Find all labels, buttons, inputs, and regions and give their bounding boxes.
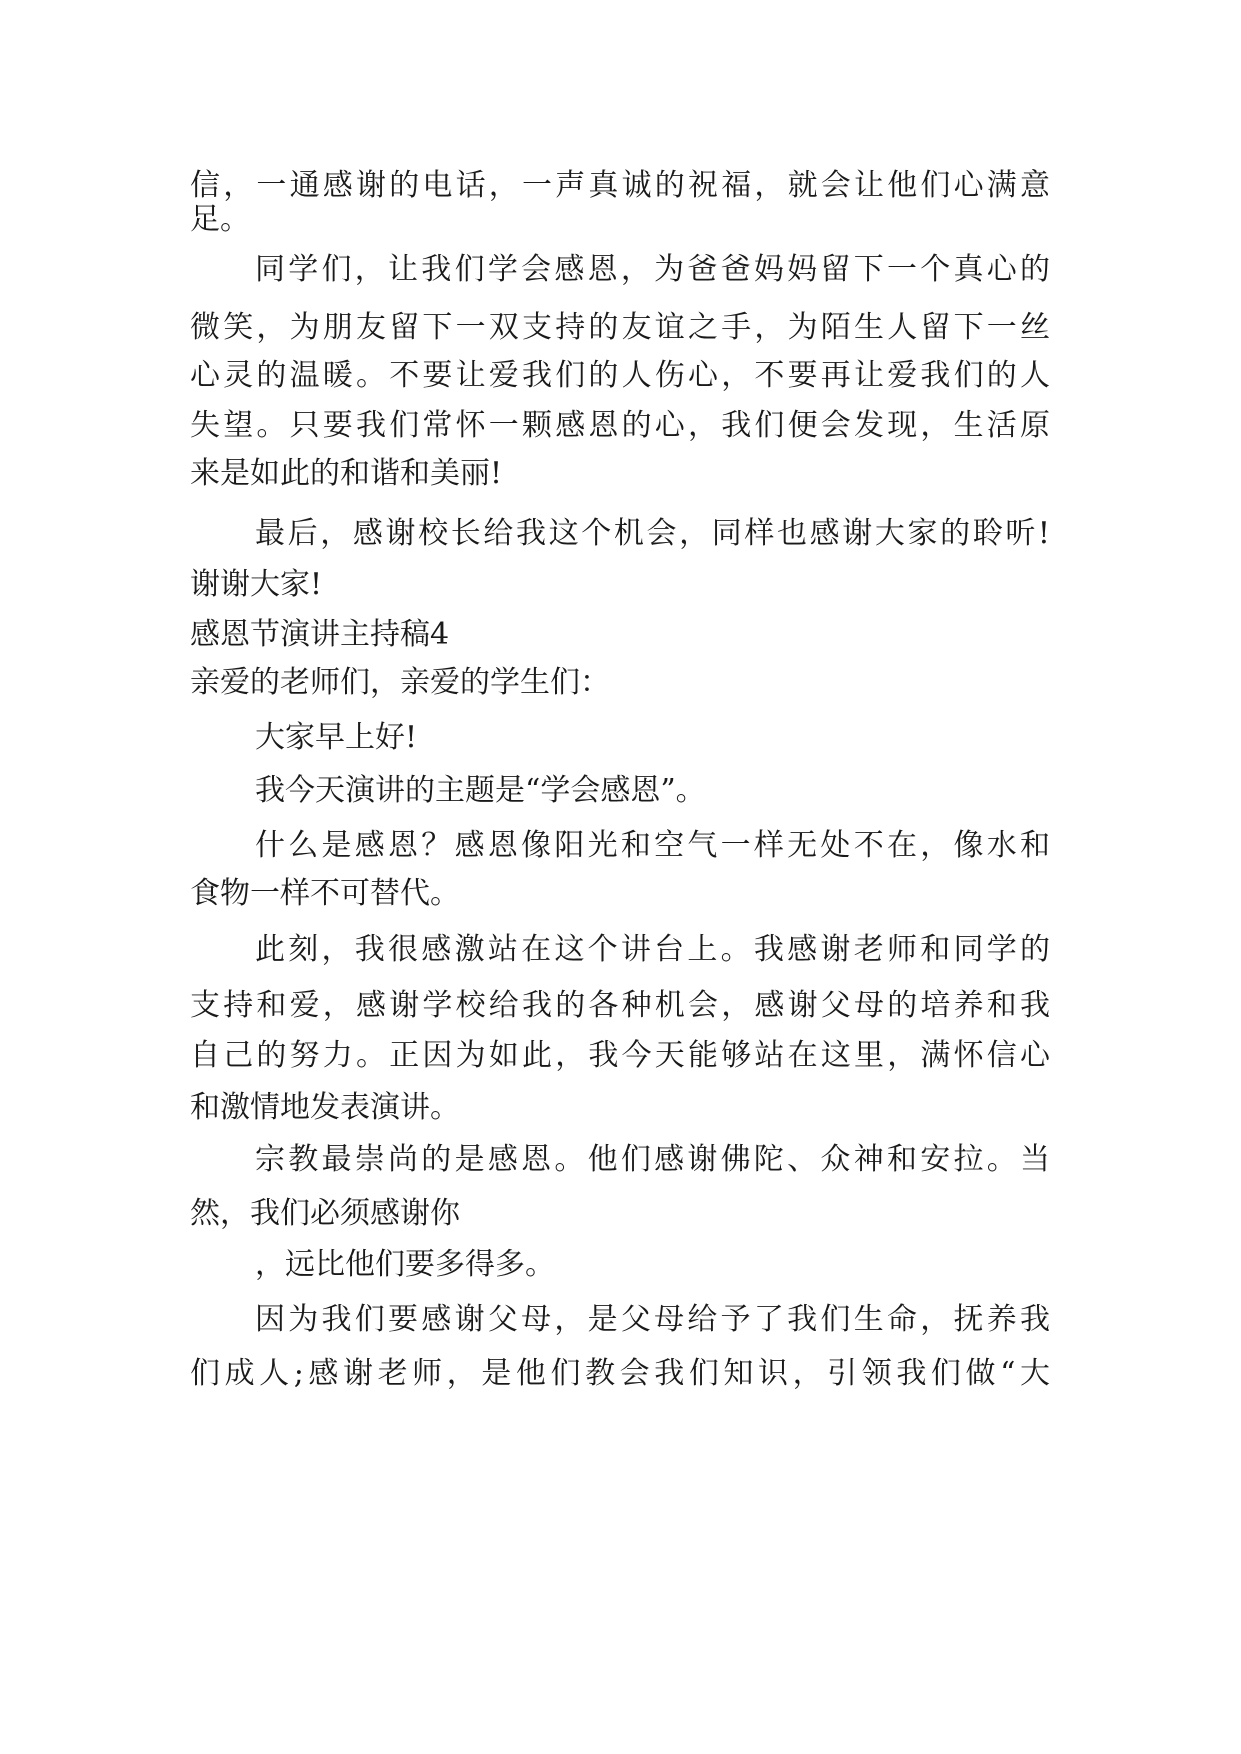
text-line: 然，我们必须感谢你 <box>190 1196 460 1231</box>
text-line: 信，一通感谢的电话，一声真诚的祝福，就会让他们心满意 <box>190 168 1050 203</box>
text-line: 自己的努力。正因为如此，我今天能够站在这里，满怀信心 <box>190 1038 1050 1073</box>
text-line: 支持和爱，感谢学校给我的各种机会，感谢父母的培养和我 <box>190 988 1050 1023</box>
text-line: 来是如此的和谐和美丽! <box>190 456 503 491</box>
text-line: 我今天演讲的主题是“学会感恩”。 <box>255 773 706 808</box>
text-line: 和激情地发表演讲。 <box>190 1090 460 1125</box>
text-line: 因为我们要感谢父母，是父母给予了我们生命，抚养我 <box>255 1302 1050 1337</box>
text-line: ，远比他们要多得多。 <box>255 1247 555 1282</box>
text-line: 最后，感谢校长给我这个机会，同样也感谢大家的聆听! <box>255 516 1050 551</box>
text-line: 足。 <box>190 202 250 237</box>
text-line: 食物一样不可替代。 <box>190 876 460 911</box>
text-line: 心灵的温暖。不要让爱我们的人伤心，不要再让爱我们的人 <box>190 358 1050 393</box>
text-line: 此刻，我很感激站在这个讲台上。我感谢老师和同学的 <box>255 932 1050 967</box>
section-heading: 感恩节演讲主持稿4 <box>190 617 450 652</box>
text-line: 们成人;感谢老师，是他们教会我们知识，引领我们做“大 <box>190 1356 1050 1391</box>
text-line: 同学们，让我们学会感恩，为爸爸妈妈留下一个真心的 <box>255 252 1050 287</box>
text-line: 失望。只要我们常怀一颗感恩的心，我们便会发现，生活原 <box>190 408 1050 443</box>
text-line: 大家早上好! <box>255 720 418 755</box>
salutation: 亲爱的老师们，亲爱的学生们： <box>190 665 610 700</box>
text-line: 宗教最崇尚的是感恩。他们感谢佛陀、众神和安拉。当 <box>255 1142 1050 1177</box>
text-line: 谢谢大家! <box>190 567 323 602</box>
text-line: 什么是感恩？感恩像阳光和空气一样无处不在，像水和 <box>255 828 1050 863</box>
text-line: 微笑，为朋友留下一双支持的友谊之手，为陌生人留下一丝 <box>190 310 1050 345</box>
